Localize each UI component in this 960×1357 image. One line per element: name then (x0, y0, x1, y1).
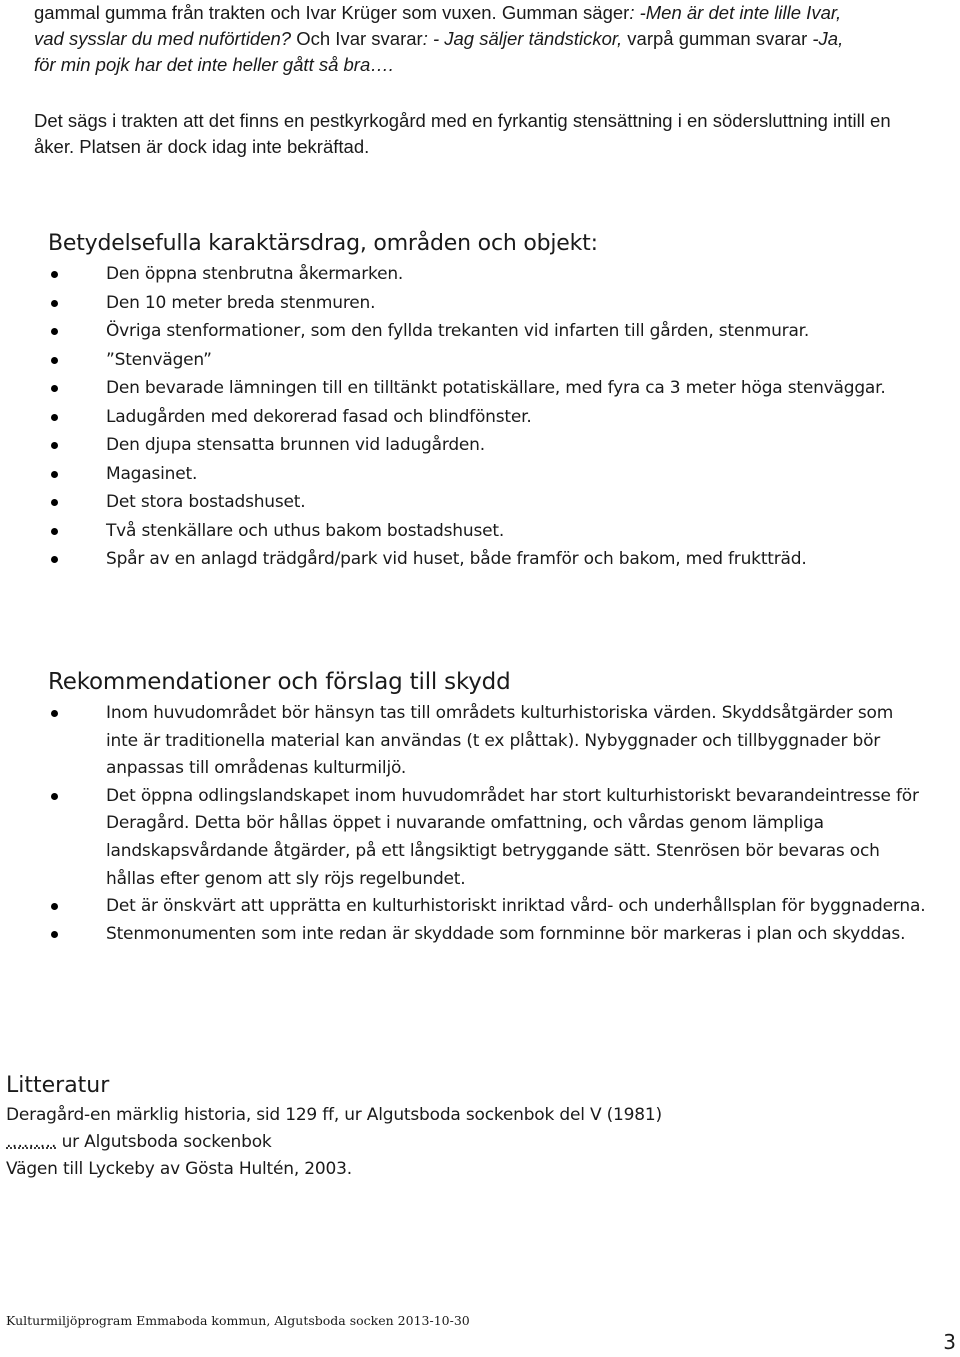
list-item-text: Den öppna stenbrutna åkermarken. (106, 264, 404, 284)
bullet-icon (51, 471, 58, 478)
recommendations-list (48, 700, 928, 948)
story-line-3 (34, 52, 934, 78)
list-item (48, 317, 928, 346)
bullet-icon (51, 442, 58, 449)
bullet-icon (51, 300, 58, 307)
list-item (48, 545, 928, 574)
bullet-icon (51, 528, 58, 535)
bullet-icon (51, 556, 58, 563)
list-item (48, 431, 928, 460)
literature-ref-1: Deragård-en märklig historia, sid 129 ff, ur Algutsboda sockenbok del V (1981) (6, 1105, 662, 1125)
story-line-1-quote: : -Men är det inte lille Ivar, (629, 2, 842, 23)
list-item (48, 346, 928, 375)
story-line-2-text-b: varpå gumman svarar (622, 28, 813, 49)
literature-ref-2-dots: ……… (6, 1132, 57, 1152)
list-item (48, 517, 928, 546)
list-item (48, 783, 928, 893)
list-item (48, 893, 928, 921)
list-item (48, 921, 928, 949)
bullet-icon (51, 271, 58, 278)
bullet-icon (51, 328, 58, 335)
pest-cemetery-paragraph: Det sägs i trakten att det finns en pestkyrkogård med en fyrkantig stensättning i en södersluttning intill en åker. Platsen är dock idag inte bekräftad. (34, 110, 891, 157)
list-item-text: Det är önskvärt att upprätta en kulturhistoriskt inriktad vård- och underhållsplan för byggnaderna. (106, 896, 926, 917)
list-item-text: Den bevarade lämningen till en tilltänkt potatiskällare, med fyra ca 3 meter höga stenväggar. (106, 378, 886, 398)
list-item (48, 700, 928, 783)
list-item (48, 460, 928, 489)
list-item-text: Det stora bostadshuset. (106, 492, 306, 512)
list-item-text: Den djupa stensatta brunnen vid ladugården. (106, 435, 485, 455)
story-line-2-quote-b: : - Jag säljer tändstickor, (422, 28, 623, 49)
story-line-2-quote-c: -Ja, (812, 28, 844, 49)
list-item-text: Ladugården med dekorerad fasad och blindfönster. (106, 406, 532, 427)
list-item-text: Den 10 meter breda stenmuren. (106, 292, 376, 313)
features-list (48, 260, 928, 574)
bullet-icon (51, 793, 58, 800)
recommendations-heading: Rekommendationer och förslag till skydd (48, 669, 511, 695)
page-footer: Kulturmiljöprogram Emmaboda kommun, Algutsboda socken 2013-10-30 (6, 1313, 470, 1328)
literature-ref-2 (6, 1129, 906, 1156)
list-item (48, 488, 928, 517)
recommendations-section (48, 664, 928, 948)
bullet-icon (51, 903, 58, 910)
list-item-text: Övriga stenformationer, som den fyllda trekanten vid infarten till gården, stenmurar. (106, 321, 810, 341)
bullet-icon (51, 499, 58, 506)
list-item-text: ”Stenvägen” (106, 349, 212, 370)
list-item-text: Spår av en anlagd trädgård/park vid huset, både framför och bakom, med fruktträd. (106, 549, 807, 569)
story-line-2 (34, 26, 934, 52)
bullet-icon (51, 385, 58, 392)
bullet-icon (51, 414, 58, 421)
list-item (48, 403, 928, 432)
list-item-text: Inom huvudområdet bör hänsyn tas till områdets kulturhistoriska värden. Skyddsåtgärder som inte är traditionella material kan användas (t ex plåttak). Nybyggnader och tillbyggnader bör anpassas till områdenas kulturmiljö. (106, 703, 894, 779)
story-line-2-text-a: Och Ivar svarar (291, 28, 423, 49)
story-paragraph (34, 0, 934, 78)
bullet-icon (51, 710, 58, 717)
features-section (48, 228, 928, 574)
literature-heading: Litteratur (6, 1073, 110, 1098)
story-line-2-quote-a: vad sysslar du med nuförtiden? (34, 28, 292, 49)
list-item-text: Det öppna odlingslandskapet inom huvudområdet har stort kulturhistoriskt bevarandeintresse för Deragård. Detta bör hållas öppet i nuvarande omfattning, och vårdas genom lämpliga landskapsvårdande åtgärder, på ett långsiktigt betryggande sätt. Stenrösen bör bevaras och hållas efter genom att sly röjs regelbundet. (106, 785, 919, 889)
list-item (48, 260, 928, 289)
literature-ref-3: Vägen till Lyckeby av Gösta Hultén, 2003. (6, 1159, 352, 1179)
features-heading: Betydelsefulla karaktärsdrag, områden och objekt: (48, 231, 598, 256)
bullet-icon (51, 931, 58, 938)
story-line-3-quote: för min pojk har det inte heller gått så bra…. (34, 54, 394, 75)
list-item-text: Stenmonumenten som inte redan är skyddade som fornminne bör markeras i plan och skyddas. (106, 923, 906, 944)
story-line-1-text: gammal gumma från trakten och Ivar Krüger som vuxen. Gumman säger (34, 2, 630, 23)
list-item-text: Två stenkällare och uthus bakom bostadshuset. (106, 520, 505, 541)
list-item-text: Magasinet. (106, 463, 198, 484)
story-line-1 (34, 0, 934, 26)
literature-section (6, 1070, 906, 1183)
bullet-icon (51, 357, 58, 364)
page-number: 3 (943, 1330, 956, 1354)
list-item (48, 374, 928, 403)
list-item (48, 289, 928, 318)
literature-ref-2-text: ur Algutsboda sockenbok (56, 1132, 272, 1152)
